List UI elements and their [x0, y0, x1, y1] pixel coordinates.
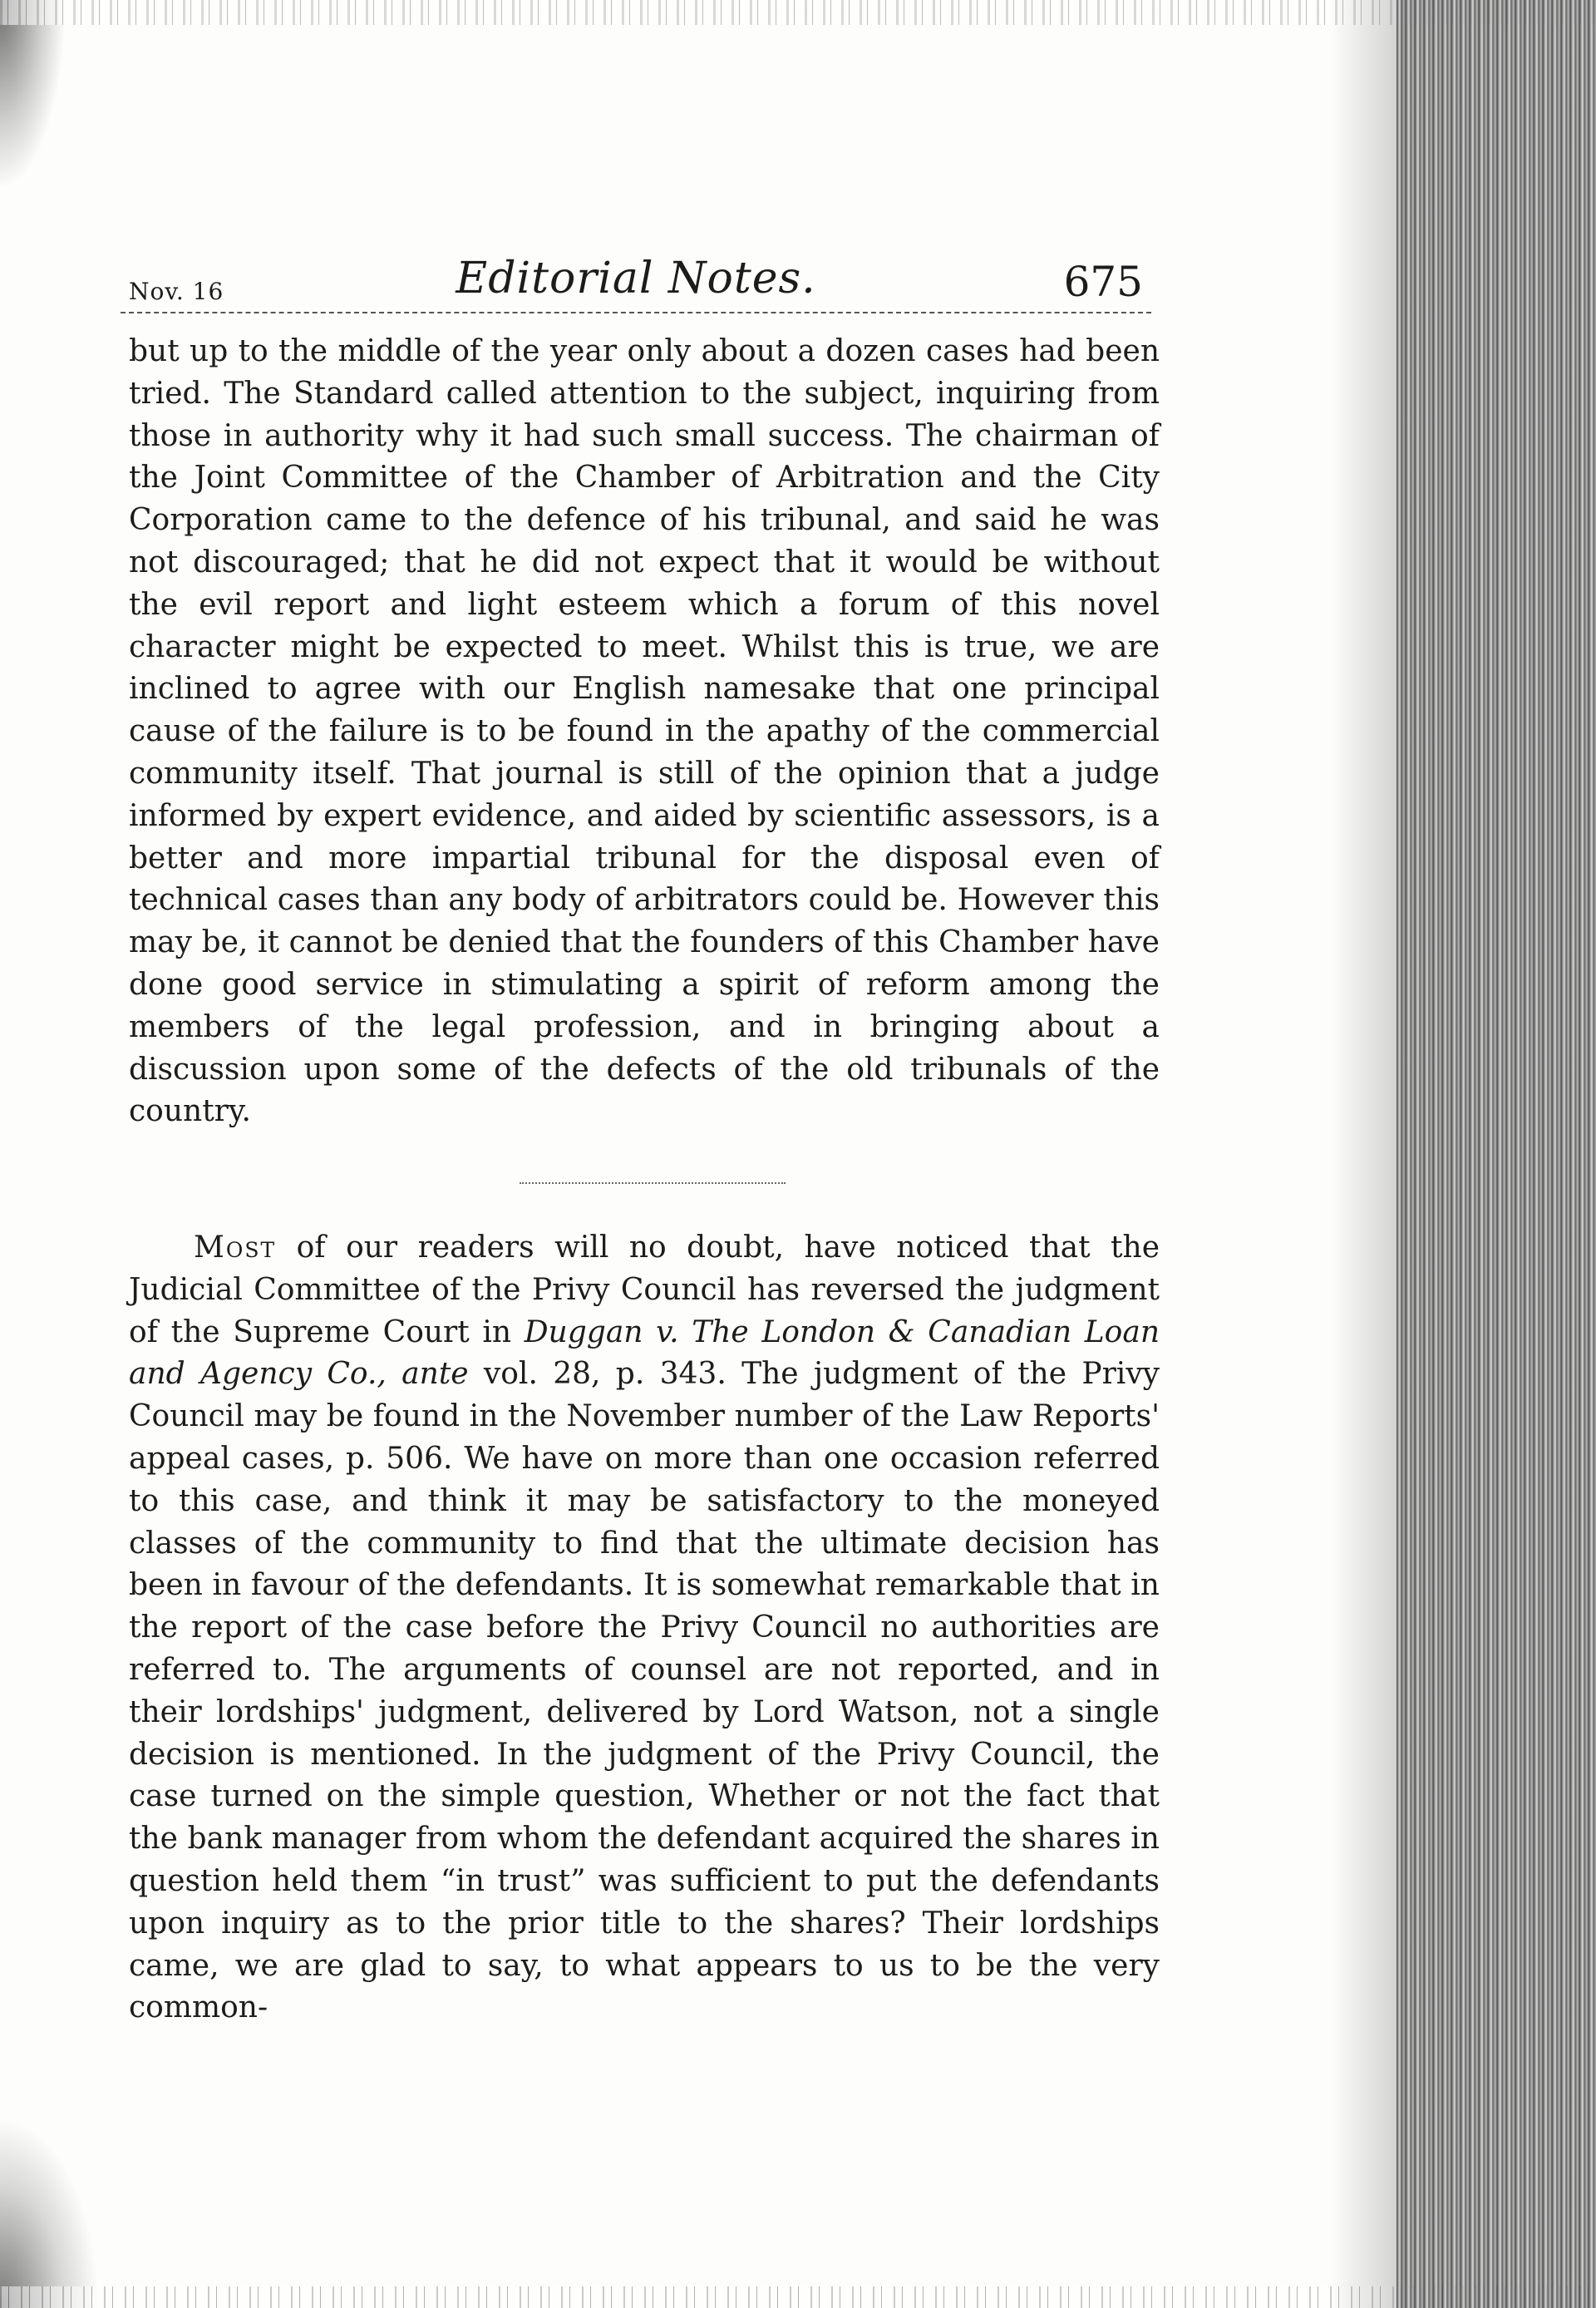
scan-shadow-bottom-left — [0, 2117, 100, 2308]
paragraph-continued: but up to the middle of the year only about a dozen cases had been tried. The Standard called attention to the subject, inquiring from those in authority why it had such small success. The chairman of the Joint Committee of the Chamber of Arbitration and the City Corporation came to the defence of his tribunal, and said he was not discouraged; that he did not expect that it would be without the evil report and light esteem which a forum of this novel character might be expected to meet. Whilst this is true, we are inclined to agree with our English namesake that one principal cause of the failure is to be found in the apathy of the commercial community itself. That journal is still of the opinion that a judge informed by expert evidence, and aided by scientific assessors, is a better and more impartial tribunal for the disposal even of technical cases than any body of arbitrators could be. However this may be, it cannot be denied that the founders of this Chamber have done good service in stimulating a spirit of reform among the members of the legal profession, and in bringing about a discussion upon some of the defects of the old tribunals of the country. — [129, 334, 1160, 1129]
running-header — [121, 249, 1151, 316]
paragraph-lead-word: Most — [194, 1230, 277, 1265]
scan-shadow-top-left — [0, 0, 66, 191]
header-date: Nov. 16 — [129, 278, 224, 305]
binding-shadow — [1330, 0, 1405, 2308]
book-binding-strip — [1396, 0, 1596, 2308]
page-number: 675 — [1063, 258, 1143, 306]
paragraph-text-a: of our readers will no doubt, have noticed that the Judicial Committee of the Privy Council has reversed the judgment of the Supreme Court in — [129, 1230, 1160, 1349]
paragraph-text-b: vol. 28, p. 343. The judgment of the Privy Council may be found in the November number of the Law Reports' appeal cases, p. 506. We have on more than one occasion referred to this case, and think it may be satisfactory to the moneyed classes of the community to find that the ultimate decision has been in favour of the defendants. It is somewhat remarkable that in the report of the case before the Privy Council no authorities are referred to. The arguments of counsel are not reported, and in their lordships' judgment, delivered by Lord Watson, not a single decision is mentioned. In the judgment of the Privy Council, the case turned on the simple question, Whether or not the fact that the bank manager from whom the defendant acquired the shares in question held them “in trust” was sufficient to put the defendants upon inquiry as to the prior title to the shares? Their lordships came, we are glad to say, to what appears to us to be the very common- — [129, 1357, 1160, 2025]
section-separator — [520, 1182, 786, 1184]
paragraph-duggan-case — [129, 1227, 1160, 2029]
header-title: Editorial Notes. — [456, 254, 816, 303]
case-citation: Duggan v. The London & Canadian Loan and Agency Co., ante — [129, 1314, 1160, 1392]
header-rule — [121, 312, 1151, 313]
